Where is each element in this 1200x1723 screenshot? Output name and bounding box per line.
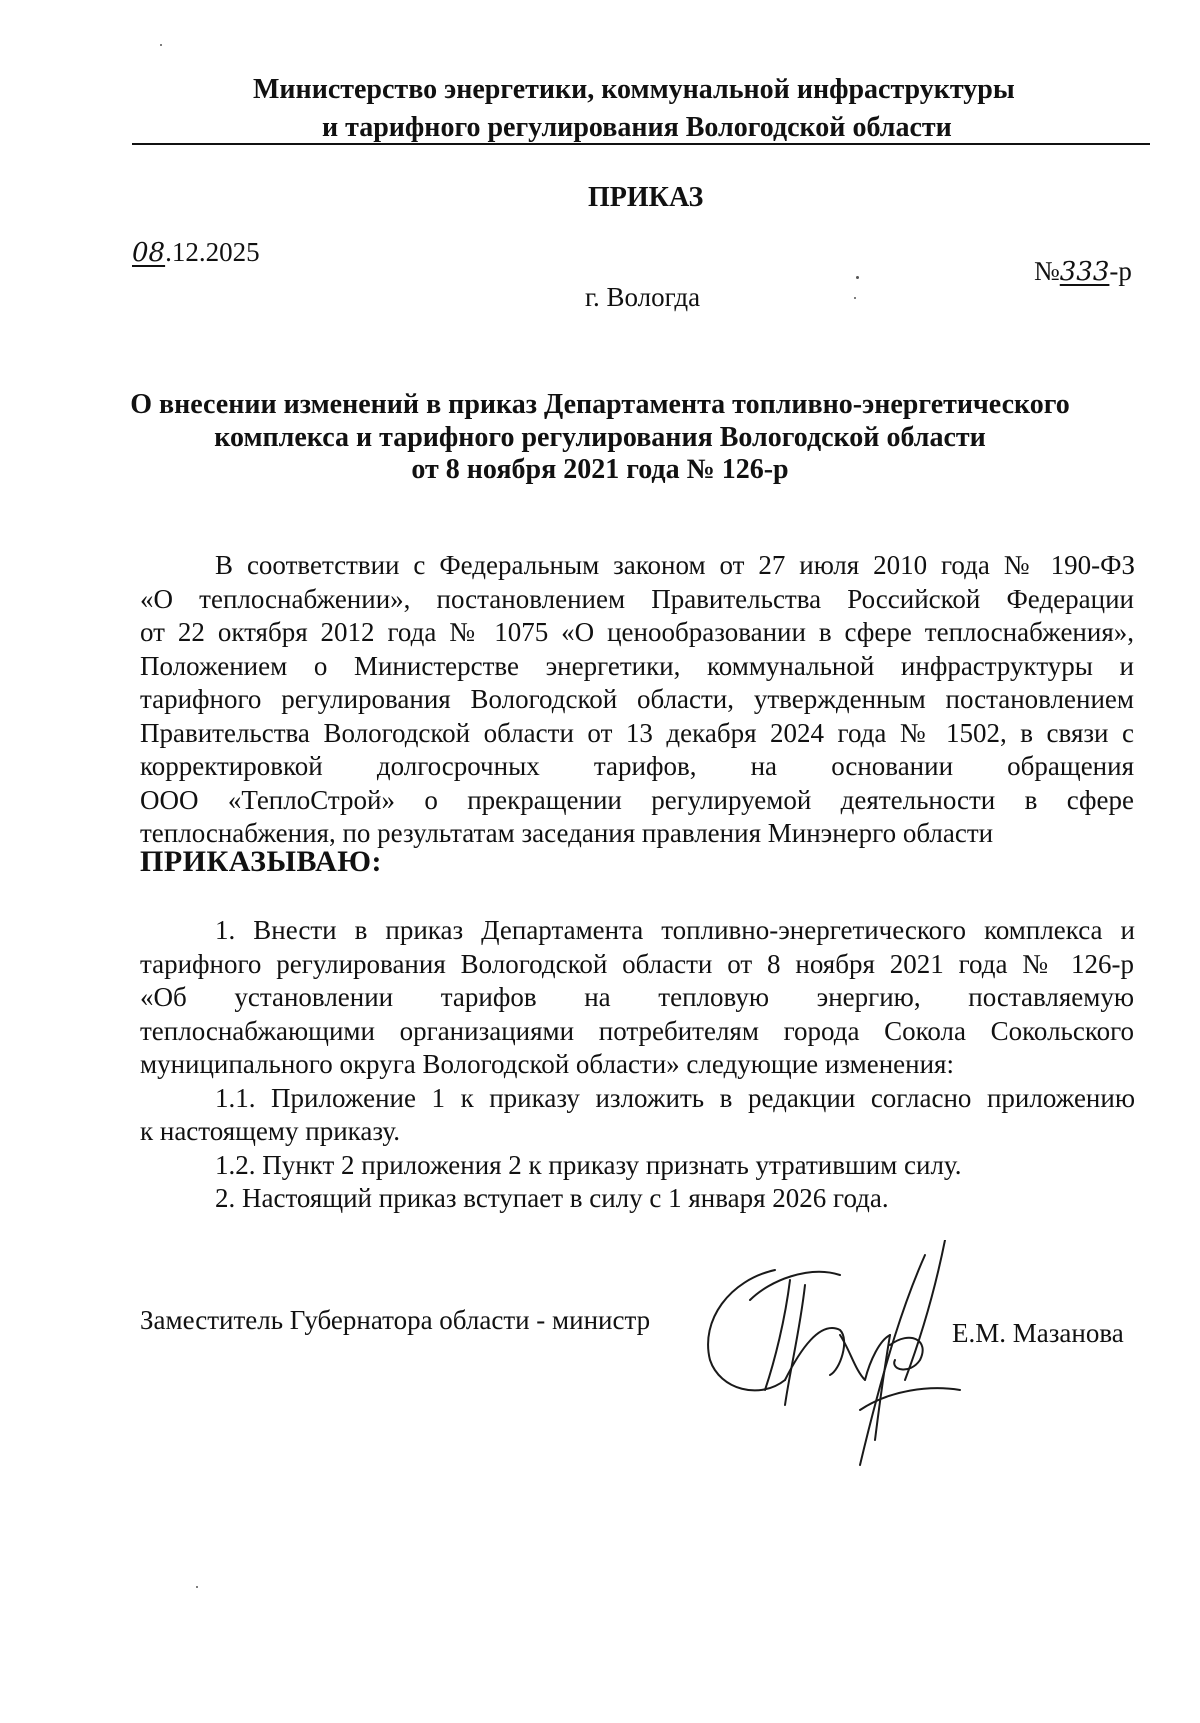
order-directive: ПРИКАЗЫВАЮ:: [140, 845, 383, 878]
ministry-name-line2: и тарифного регулирования Вологодской области: [322, 112, 952, 143]
point-line: муниципального округа Вологодской области» следующие изменения:: [140, 1049, 954, 1079]
subject-line1: О внесении изменений в приказ Департамента топливно-энергетического: [130, 389, 1070, 420]
subject-line3: от 8 ноября 2021 года № 126-р: [411, 454, 789, 485]
order-number-prefix: №: [1034, 256, 1060, 286]
point-line: 1. Внести в приказ Департамента топливно-энергетического комплекса и: [215, 915, 1135, 945]
point-line: 1.1. Приложение 1 к приказу изложить в редакции согласно приложению: [215, 1083, 1135, 1113]
scan-speck: [160, 44, 162, 46]
preamble-line: ООО «ТеплоСтрой» о прекращении регулируемой деятельности в сфере: [140, 785, 1134, 815]
order-date-rest: .12.2025: [165, 237, 260, 267]
order-number-value: 333: [1059, 257, 1110, 287]
preamble-line: «О теплоснабжении», постановлением Правительства Российской Федерации: [140, 584, 1134, 614]
handwritten-signature: [690, 1240, 980, 1470]
order-number-suffix: -р: [1109, 256, 1132, 286]
point-line: теплоснабжающими организациями потребителям города Сокола Сокольского: [140, 1016, 1134, 1046]
order-date-day: 08: [132, 238, 166, 268]
scan-speck: [856, 276, 859, 279]
signatory-position: Заместитель Губернатора области - министр: [140, 1305, 651, 1335]
scan-speck: [854, 297, 856, 299]
preamble-line: тарифного регулирования Вологодской области, утвержденным постановлением: [140, 684, 1134, 714]
point-line: «Об установлении тарифов на тепловую энергию, поставляемую: [140, 982, 1134, 1012]
ministry-name-line1: Министерство энергетики, коммунальной инфраструктуры: [253, 74, 1015, 105]
preamble-line: от 22 октября 2012 года № 1075 «О ценообразовании в сфере теплоснабжения»,: [140, 617, 1134, 647]
signatory-name: Е.М. Мазанова: [952, 1318, 1124, 1348]
point-line: тарифного регулирования Вологодской области от 8 ноября 2021 года № 126-р: [140, 949, 1134, 979]
document-title: ПРИКАЗ: [588, 182, 704, 213]
preamble-line: Положением о Министерстве энергетики, коммунальной инфраструктуры и: [140, 651, 1134, 681]
subject-line2: комплекса и тарифного регулирования Вологодской области: [214, 422, 986, 453]
order-city: г. Вологда: [585, 282, 701, 312]
point-line: 2. Настоящий приказ вступает в силу с 1 января 2026 года.: [215, 1183, 889, 1213]
preamble-line: Правительства Вологодской области от 13 декабря 2024 года № 1502, в связи с: [140, 718, 1134, 748]
point-line: к настоящему приказу.: [140, 1116, 400, 1146]
preamble-line: теплоснабжения, по результатам заседания правления Минэнерго области: [140, 818, 994, 848]
header-rule: [132, 143, 1150, 145]
order-date: [132, 237, 260, 268]
scan-speck: [196, 1586, 198, 1588]
preamble-line: корректировкой долгосрочных тарифов, на основании обращения: [140, 751, 1134, 781]
point-line: 1.2. Пункт 2 приложения 2 к приказу признать утратившим силу.: [215, 1150, 962, 1180]
order-number: [1034, 256, 1132, 287]
preamble-line: В соответствии с Федеральным законом от 27 июля 2010 года № 190-ФЗ: [215, 550, 1135, 580]
